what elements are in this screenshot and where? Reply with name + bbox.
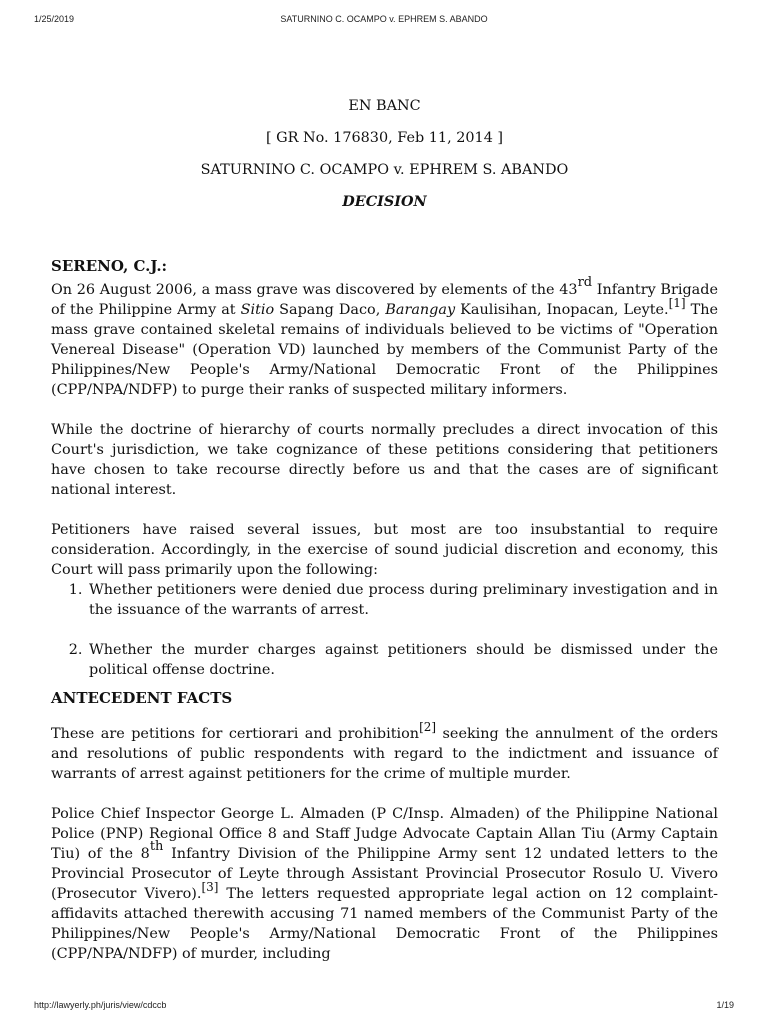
page-number: 1/19 bbox=[716, 1000, 734, 1010]
paragraph-4: These are petitions for certiorari and prohibition[2] seeking the annulment of the orders and resolutions of public respondents with regard to the indictment and issuance of warrants of arrest against petitioners for the crime of multiple murder. bbox=[51, 720, 718, 782]
case-title: SATURNINO C. OCAMPO v. EPHREM S. ABANDO bbox=[200, 162, 569, 178]
ordinal-suffix: th bbox=[149, 839, 164, 854]
section-heading: ANTECEDENT FACTS bbox=[51, 689, 233, 707]
footnote-ref-3[interactable]: [3] bbox=[201, 880, 219, 894]
gr-number: [ GR No. 176830, Feb 11, 2014 ] bbox=[265, 130, 504, 146]
footnote-ref-1[interactable]: [1] bbox=[668, 296, 686, 310]
paragraph-2: While the doctrine of hierarchy of courts normally precludes a direct invocation of this Court's jurisdiction, we take cognizance of these petitions considering that petitioners have chosen to take recourse directly before us and that the cases are of significant national interest. bbox=[51, 422, 718, 498]
ordinal-suffix: rd bbox=[577, 275, 593, 290]
print-title: SATURNINO C. OCAMPO v. EPHREM S. ABANDO bbox=[280, 14, 488, 24]
source-url[interactable]: http://lawyerly.ph/juris/view/cdccb bbox=[34, 1000, 167, 1010]
paragraph-3: Petitioners have raised several issues, but most are too insubstantial to require consideration. Accordingly, in the exercise of sound judicial discretion and economy, this Court will pass primarily upon the following: bbox=[51, 522, 718, 578]
document-body bbox=[51, 96, 718, 964]
list-item: 2. Whether the murder charges against petitioners should be dismissed under the political offense doctrine. bbox=[87, 640, 718, 680]
print-date: 1/25/2019 bbox=[34, 14, 75, 24]
issues-list bbox=[51, 580, 718, 680]
court-division: EN BANC bbox=[348, 98, 421, 114]
paragraph-1: On 26 August 2006, a mass grave was discovered by elements of the 43rd Infantry Brigade of the Philippine Army at Sitio Sapang Daco, Barangay Kaulisihan, Inopacan, Leyte.[1] The mass grave contained skeletal remains of individuals believed to be victims of "Operation Venereal Disease" (Operation VD) launched by members of the Communist Party of the Philippines/New People's Army/National Democratic Front of the Philippines (CPP/NPA/NDFP) to purge their ranks of suspected military informers. bbox=[51, 275, 718, 398]
footnote-ref-2[interactable]: [2] bbox=[419, 720, 437, 734]
ponente: SERENO, C.J.: bbox=[51, 257, 168, 275]
list-item: 1. Whether petitioners were denied due process during preliminary investigation and in the issuance of the warrants of arrest. bbox=[87, 580, 718, 620]
paragraph-5: Police Chief Inspector George L. Almaden (P C/Insp. Almaden) of the Philippine National Police (PNP) Regional Office 8 and Staff Judge Advocate Captain Allan Tiu (Army Captain Tiu) of the 8th Infantry Division of the Philippine Army sent 12 undated letters to the Provincial Prosecutor of Leyte through Assistant Provincial Prosecutor Rosulo U. Vivero (Prosecutor Vivero).[3] The letters requested appropriate legal action on 12 complaint-affidavits attached therewith accusing 71 named members of the Communist Party of the Philippines/New People's Army/National Democratic Front of the Philippines (CPP/NPA/NDFP) of murder, including bbox=[51, 806, 719, 962]
decision-label: DECISION bbox=[342, 193, 427, 210]
